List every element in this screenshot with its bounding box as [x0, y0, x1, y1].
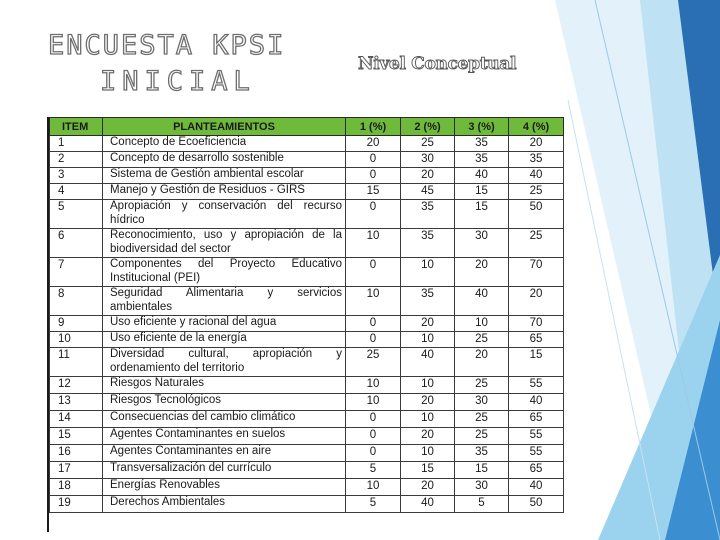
row-value-level-1: 15 [346, 184, 401, 200]
row-value-level-4: 65 [509, 462, 564, 479]
row-value-level-2: 25 [401, 136, 455, 152]
row-value-level-4: 55 [509, 445, 564, 462]
row-planteamiento: Sistema de Gestión ambiental escolar [103, 168, 346, 184]
row-value-level-4: 50 [509, 496, 564, 513]
row-value-level-1: 0 [346, 152, 401, 168]
row-value-level-1: 0 [346, 411, 401, 428]
row-item-number: 2 [50, 152, 103, 168]
table-header-row [50, 118, 564, 136]
table-row [50, 316, 564, 332]
row-value-level-3: 5 [455, 496, 509, 513]
row-item-number: 15 [50, 428, 103, 445]
row-item-number: 6 [50, 229, 103, 258]
row-value-level-3: 15 [455, 200, 509, 229]
header-item: ITEM [50, 118, 103, 136]
table-row [50, 348, 564, 377]
row-value-level-4: 25 [509, 229, 564, 258]
title-line-1: ENCUESTA KPSI [48, 30, 286, 61]
row-value-level-2: 15 [401, 462, 455, 479]
row-value-level-1: 10 [346, 377, 401, 394]
row-value-level-4: 65 [509, 332, 564, 348]
row-item-number: 11 [50, 348, 103, 377]
row-value-level-3: 25 [455, 332, 509, 348]
table-row [50, 136, 564, 152]
row-value-level-1: 0 [346, 316, 401, 332]
table-row [50, 258, 564, 287]
row-value-level-3: 40 [455, 287, 509, 316]
row-value-level-4: 50 [509, 200, 564, 229]
header-level-4: 4 (%) [509, 118, 564, 136]
table-row [50, 462, 564, 479]
title-line-2: INICIAL [100, 66, 256, 97]
row-item-number: 19 [50, 496, 103, 513]
row-value-level-2: 35 [401, 229, 455, 258]
row-value-level-2: 10 [401, 377, 455, 394]
table-row [50, 332, 564, 348]
row-planteamiento: Concepto de Ecoeficiencia [103, 136, 346, 152]
row-value-level-2: 40 [401, 348, 455, 377]
header-planteamientos: PLANTEAMIENTOS [103, 118, 346, 136]
row-item-number: 1 [50, 136, 103, 152]
row-item-number: 9 [50, 316, 103, 332]
kpsi-table [49, 117, 564, 513]
row-planteamiento: Seguridad Alimentaria y servicios ambientales [103, 287, 346, 316]
row-planteamiento: Manejo y Gestión de Residuos - GIRS [103, 184, 346, 200]
row-value-level-4: 15 [509, 348, 564, 377]
row-item-number: 12 [50, 377, 103, 394]
row-item-number: 5 [50, 200, 103, 229]
table-row [50, 287, 564, 316]
row-value-level-4: 20 [509, 136, 564, 152]
row-value-level-2: 20 [401, 428, 455, 445]
row-value-level-3: 35 [455, 152, 509, 168]
row-planteamiento: Componentes del Proyecto Educativo Institucional (PEI) [103, 258, 346, 287]
row-planteamiento: Uso eficiente y racional del agua [103, 316, 346, 332]
row-value-level-4: 55 [509, 428, 564, 445]
table-row [50, 377, 564, 394]
row-value-level-1: 0 [346, 258, 401, 287]
row-value-level-3: 25 [455, 428, 509, 445]
row-item-number: 13 [50, 394, 103, 411]
row-value-level-2: 35 [401, 287, 455, 316]
row-value-level-1: 0 [346, 428, 401, 445]
table-row [50, 152, 564, 168]
subtitle: Nivel Conceptual [358, 54, 517, 74]
table-body [50, 136, 564, 513]
row-value-level-4: 20 [509, 287, 564, 316]
table-row [50, 200, 564, 229]
row-item-number: 18 [50, 479, 103, 496]
table-row [50, 428, 564, 445]
row-value-level-2: 10 [401, 332, 455, 348]
row-item-number: 16 [50, 445, 103, 462]
row-value-level-1: 25 [346, 348, 401, 377]
row-value-level-4: 65 [509, 411, 564, 428]
row-value-level-2: 20 [401, 168, 455, 184]
row-planteamiento: Uso eficiente de la energía [103, 332, 346, 348]
row-value-level-3: 25 [455, 377, 509, 394]
row-value-level-4: 35 [509, 152, 564, 168]
row-value-level-3: 20 [455, 258, 509, 287]
row-value-level-2: 10 [401, 258, 455, 287]
row-value-level-3: 35 [455, 445, 509, 462]
row-value-level-3: 30 [455, 229, 509, 258]
row-value-level-2: 10 [401, 445, 455, 462]
table-row [50, 229, 564, 258]
row-value-level-1: 5 [346, 462, 401, 479]
header-level-3: 3 (%) [455, 118, 509, 136]
header-level-1: 1 (%) [346, 118, 401, 136]
row-value-level-2: 30 [401, 152, 455, 168]
row-value-level-3: 15 [455, 184, 509, 200]
row-value-level-1: 10 [346, 287, 401, 316]
row-value-level-3: 10 [455, 316, 509, 332]
row-value-level-1: 0 [346, 445, 401, 462]
row-value-level-3: 30 [455, 394, 509, 411]
row-item-number: 17 [50, 462, 103, 479]
row-value-level-4: 40 [509, 394, 564, 411]
row-value-level-4: 40 [509, 479, 564, 496]
row-planteamiento: Reconocimiento, uso y apropiación de la biodiversidad del sector [103, 229, 346, 258]
row-value-level-1: 0 [346, 168, 401, 184]
row-value-level-2: 20 [401, 316, 455, 332]
table-row [50, 394, 564, 411]
table-row [50, 445, 564, 462]
row-value-level-2: 20 [401, 479, 455, 496]
row-planteamiento: Apropiación y conservación del recurso hídrico [103, 200, 346, 229]
row-value-level-2: 10 [401, 411, 455, 428]
row-value-level-1: 0 [346, 332, 401, 348]
row-value-level-2: 45 [401, 184, 455, 200]
row-value-level-2: 20 [401, 394, 455, 411]
row-value-level-3: 25 [455, 411, 509, 428]
table-row [50, 184, 564, 200]
row-value-level-1: 20 [346, 136, 401, 152]
row-value-level-3: 20 [455, 348, 509, 377]
row-value-level-3: 15 [455, 462, 509, 479]
row-item-number: 8 [50, 287, 103, 316]
row-planteamiento: Derechos Ambientales [103, 496, 346, 513]
row-planteamiento: Consecuencias del cambio climático [103, 411, 346, 428]
row-value-level-4: 40 [509, 168, 564, 184]
row-value-level-4: 25 [509, 184, 564, 200]
table-row [50, 479, 564, 496]
kpsi-table-container [47, 117, 565, 532]
row-value-level-1: 10 [346, 229, 401, 258]
row-item-number: 7 [50, 258, 103, 287]
row-planteamiento: Riesgos Tecnológicos [103, 394, 346, 411]
row-planteamiento: Riesgos Naturales [103, 377, 346, 394]
row-planteamiento: Agentes Contaminantes en aire [103, 445, 346, 462]
row-value-level-1: 5 [346, 496, 401, 513]
row-planteamiento: Transversalización del currículo [103, 462, 346, 479]
row-planteamiento: Diversidad cultural, apropiación y ordenamiento del territorio [103, 348, 346, 377]
row-value-level-4: 70 [509, 258, 564, 287]
row-value-level-3: 35 [455, 136, 509, 152]
row-value-level-3: 40 [455, 168, 509, 184]
table-row [50, 496, 564, 513]
table-row [50, 168, 564, 184]
row-value-level-1: 0 [346, 200, 401, 229]
row-value-level-2: 35 [401, 200, 455, 229]
row-item-number: 4 [50, 184, 103, 200]
row-planteamiento: Concepto de desarrollo sostenible [103, 152, 346, 168]
row-value-level-4: 55 [509, 377, 564, 394]
row-item-number: 14 [50, 411, 103, 428]
row-planteamiento: Agentes Contaminantes en suelos [103, 428, 346, 445]
row-item-number: 10 [50, 332, 103, 348]
row-value-level-1: 10 [346, 394, 401, 411]
row-value-level-2: 40 [401, 496, 455, 513]
row-value-level-4: 70 [509, 316, 564, 332]
header-level-2: 2 (%) [401, 118, 455, 136]
table-row [50, 411, 564, 428]
row-planteamiento: Energías Renovables [103, 479, 346, 496]
row-item-number: 3 [50, 168, 103, 184]
row-value-level-3: 30 [455, 479, 509, 496]
row-value-level-1: 10 [346, 479, 401, 496]
